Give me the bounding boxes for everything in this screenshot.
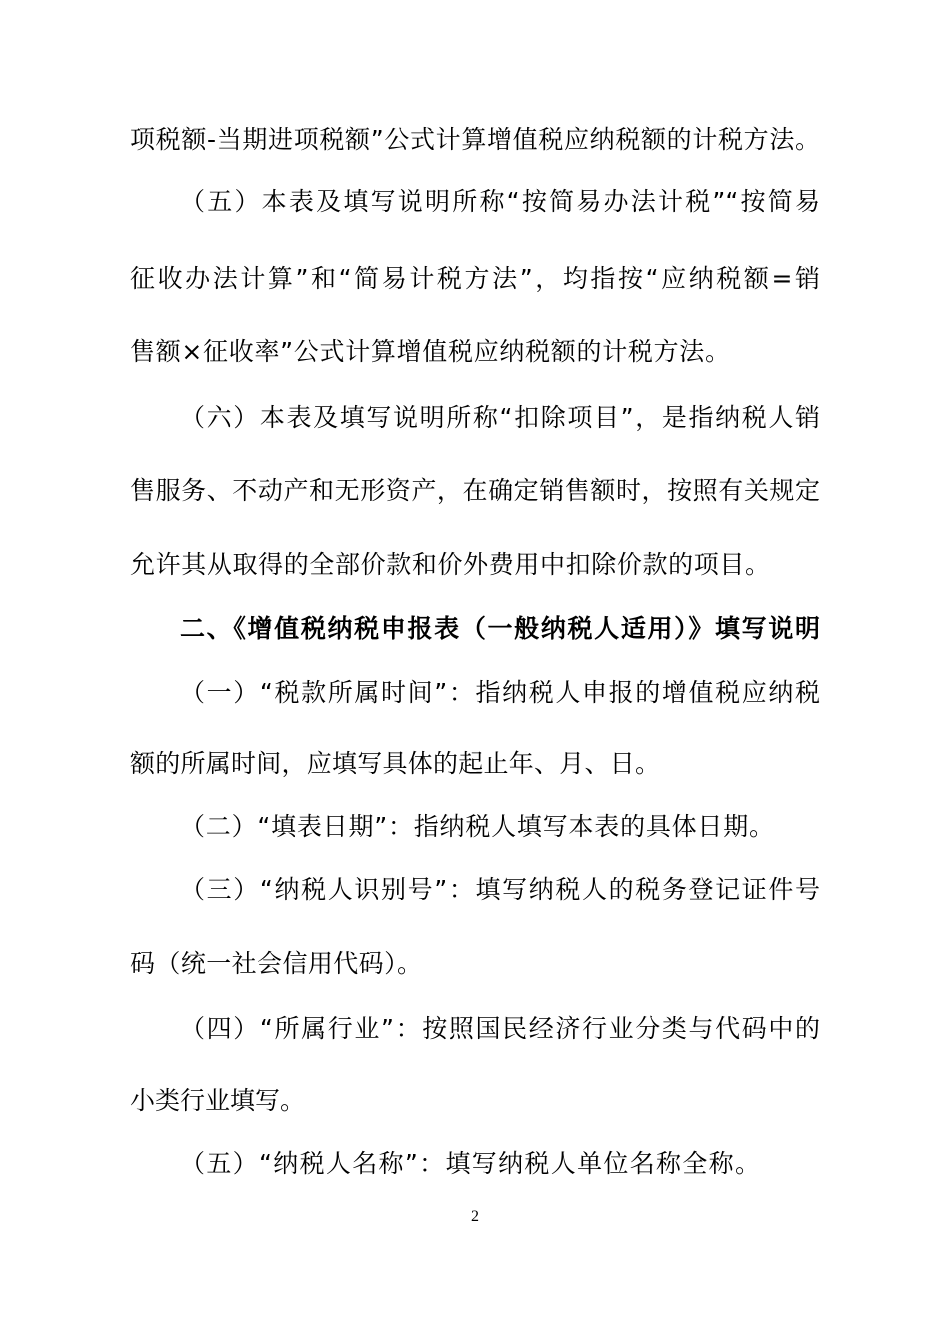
line-text: （五）本表及填写说明所称“按简易办法计税”“按简易 (180, 187, 820, 216)
section-heading-text: 二、《增值税纳税申报表（一般纳税人适用）》填写说明 (180, 614, 820, 643)
line-text: （五）“纳税人名称”：填写纳税人单位名称全称。 (180, 1149, 760, 1178)
text-line (0, 332, 950, 372)
line-text: 售服务、不动产和无形资产，在确定销售额时，按照有关规定 (130, 476, 820, 505)
text-line (0, 259, 950, 299)
paragraph-line (0, 182, 950, 222)
text-line (0, 944, 950, 984)
paragraph-line (0, 807, 950, 847)
line-text: （三）“纳税人识别号”：填写纳税人的税务登记证件号 (180, 875, 820, 904)
paragraph-line (0, 1009, 950, 1049)
text-line (0, 545, 950, 585)
page-number: 2 (471, 1208, 479, 1225)
line-text: 售额×征收率”公式计算增值税应纳税额的计税方法。 (130, 337, 730, 366)
text-line (0, 471, 950, 511)
line-text: （二）“填表日期”：指纳税人填写本表的具体日期。 (180, 812, 774, 841)
paragraph-line (0, 870, 950, 910)
paragraph-line (0, 398, 950, 438)
line-text: （一）“税款所属时间”：指纳税人申报的增值税应纳税 (180, 678, 820, 707)
text-line (0, 1081, 950, 1121)
line-text: （六）本表及填写说明所称“扣除项目”，是指纳税人销 (180, 403, 820, 432)
line-text: 征收办法计算”和“简易计税方法”，均指按“应纳税额=销 (130, 264, 820, 293)
text-line (0, 744, 950, 784)
line-text: 码（统一社会信用代码）。 (130, 949, 422, 978)
paragraph-line (0, 673, 950, 713)
line-text: 项税额-当期进项税额”公式计算增值税应纳税额的计税方法。 (130, 125, 820, 154)
section-heading (0, 609, 950, 649)
line-text: （四）“所属行业”：按照国民经济行业分类与代码中的 (180, 1014, 820, 1043)
line-text: 允许其从取得的全部价款和价外费用中扣除价款的项目。 (130, 550, 770, 579)
paragraph-line (0, 1144, 950, 1184)
line-text: 额的所属时间，应填写具体的起止年、月、日。 (130, 749, 660, 778)
line-text: 小类行业填写。 (130, 1086, 306, 1115)
text-line (0, 120, 950, 160)
